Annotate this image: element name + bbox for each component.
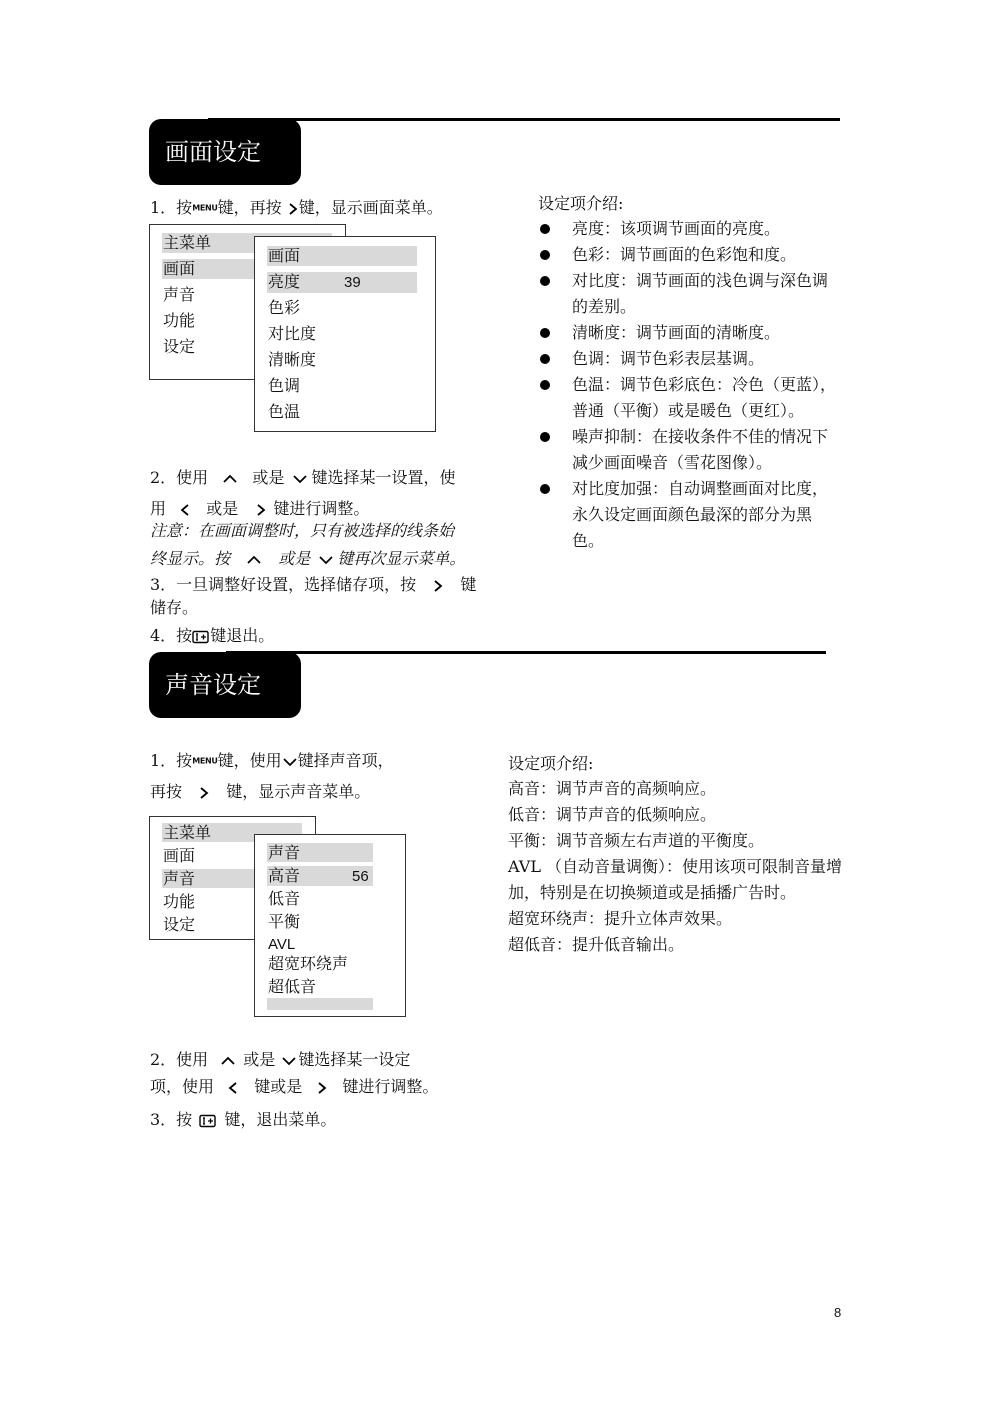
sub-menu-item: 对比度 bbox=[268, 324, 317, 343]
intro-item: 噪声抑制：在接收条件不佳的情况下 bbox=[572, 427, 829, 446]
chevron-right-icon bbox=[287, 202, 299, 216]
info-key-icon bbox=[199, 1114, 217, 1128]
section-title-text: 声音设定 bbox=[165, 671, 261, 699]
intro-item: 亮度：该项调节画面的亮度。 bbox=[572, 219, 781, 238]
menu-key-icon: MENU bbox=[192, 756, 218, 766]
picture-sub-menu-box bbox=[254, 236, 436, 432]
note-line-1: 注意：在画面调整时，只有被选择的线条始 bbox=[150, 521, 455, 540]
sub-menu-item: 声音 bbox=[268, 843, 301, 862]
intro-item: 色彩：调节画面的色彩饱和度。 bbox=[572, 245, 797, 264]
intro-item-cont: 减少画面噪音（雪花图像）。 bbox=[572, 453, 773, 472]
step-1: 1．按MENU键，再按 键，显示画面菜单。 bbox=[150, 198, 443, 217]
intro-item: 色调：调节色彩表层基调。 bbox=[572, 349, 765, 368]
intro-line: 平衡：调节音频左右声道的平衡度。 bbox=[508, 831, 765, 850]
bullet-icon bbox=[540, 354, 550, 364]
chevron-right-icon bbox=[427, 579, 449, 593]
sound-sub-menu-box bbox=[254, 834, 406, 1017]
info-key-icon bbox=[192, 630, 210, 644]
step-2-cont: 项，使用 键或是 键进行调整。 bbox=[150, 1077, 439, 1096]
chevron-left-icon bbox=[223, 1081, 245, 1095]
step-4: 4．按 键退出。 bbox=[150, 626, 275, 645]
intro-line: 低音：调节声音的低频响应。 bbox=[508, 805, 717, 824]
main-menu-item: 功能 bbox=[163, 311, 196, 330]
bullet-icon bbox=[540, 380, 550, 390]
sub-menu-item: AVL bbox=[268, 936, 296, 953]
intro-item: 对比度：调节画面的浅色调与深色调 bbox=[572, 271, 829, 290]
note-line-2: 终显示。按 或是 键再次显示菜单。 bbox=[150, 549, 466, 568]
section-rule bbox=[226, 651, 826, 654]
chevron-down-icon bbox=[289, 472, 311, 486]
chevron-up-icon bbox=[217, 1054, 239, 1068]
intro-line: 高音：调节声音的高频响应。 bbox=[508, 779, 717, 798]
main-menu-item: 主菜单 bbox=[163, 233, 212, 252]
bullet-icon bbox=[540, 250, 550, 260]
sub-menu-item: 色彩 bbox=[268, 298, 301, 317]
sub-menu-item: 高音 bbox=[268, 866, 301, 885]
intro-line: 加，特别是在切换频道或是插播广告时。 bbox=[508, 883, 797, 902]
step-3-cont: 储存。 bbox=[150, 598, 199, 617]
bullet-icon bbox=[540, 432, 550, 442]
menu-key-icon: MENU bbox=[192, 203, 218, 213]
intro-item-cont: 永久设定画面颜色最深的部分为黑 bbox=[572, 505, 813, 524]
page-number: 8 bbox=[834, 1305, 842, 1320]
step-1: 1．按MENU键，使用 键择声音项， bbox=[150, 751, 394, 770]
sub-menu-item: 亮度 bbox=[268, 272, 301, 291]
chevron-up-icon bbox=[241, 553, 267, 567]
sub-menu-item: 超低音 bbox=[268, 977, 317, 996]
chevron-down-icon bbox=[282, 755, 298, 769]
step-3: 3．按 键，退出菜单。 bbox=[150, 1110, 337, 1129]
sub-menu-item: 画面 bbox=[268, 246, 301, 265]
intro-item-cont: 的差别。 bbox=[572, 297, 637, 316]
intro-item-cont: 普通（平衡）或是暖色（更红）。 bbox=[572, 401, 805, 420]
chevron-right-icon bbox=[251, 503, 273, 517]
main-menu-item: 声音 bbox=[163, 869, 196, 888]
intro-title: 设定项介绍: bbox=[508, 754, 594, 773]
menu-highlight bbox=[267, 998, 373, 1010]
bullet-icon bbox=[540, 328, 550, 338]
sub-menu-item: 色温 bbox=[268, 402, 301, 421]
intro-line: 超宽环绕声：提升立体声效果。 bbox=[508, 909, 733, 928]
chevron-down-icon bbox=[280, 1054, 298, 1068]
chevron-right-icon bbox=[193, 786, 215, 800]
main-menu-item: 设定 bbox=[163, 915, 196, 934]
intro-item-cont: 色。 bbox=[572, 531, 605, 550]
treble-value: 56 bbox=[352, 868, 369, 885]
step-3: 3．一旦调整好设置，选择储存项，按 键 bbox=[150, 575, 477, 594]
step-1-cont: 再按 键，显示声音菜单。 bbox=[150, 782, 371, 801]
sub-menu-item: 清晰度 bbox=[268, 350, 317, 369]
main-menu-item: 画面 bbox=[163, 259, 196, 278]
sub-menu-item: 平衡 bbox=[268, 912, 301, 931]
step-2: 2．使用 或是 键选择某一设置，使 bbox=[150, 468, 456, 487]
main-menu-item: 主菜单 bbox=[163, 823, 212, 842]
intro-line: 超低音：提升低音输出。 bbox=[508, 935, 685, 954]
intro-title: 设定项介绍: bbox=[538, 194, 624, 213]
intro-item: 清晰度：调节画面的清晰度。 bbox=[572, 323, 781, 342]
intro-line: AVL （自动音量调衡）：使用该项可限制音量增 bbox=[508, 857, 843, 876]
chevron-right-icon bbox=[311, 1081, 333, 1095]
main-menu-item: 功能 bbox=[163, 892, 196, 911]
intro-item: 色温：调节色彩底色：冷色（更蓝）， bbox=[572, 375, 837, 394]
main-menu-item: 画面 bbox=[163, 846, 196, 865]
sub-menu-item: 超宽环绕声 bbox=[268, 954, 349, 973]
main-menu-item: 声音 bbox=[163, 285, 196, 304]
step-2-cont: 用 或是 键进行调整。 bbox=[150, 499, 370, 518]
chevron-up-icon bbox=[219, 472, 241, 486]
section-title-sound bbox=[149, 652, 301, 718]
sub-menu-item: 低音 bbox=[268, 889, 301, 908]
step-2: 2．使用 或是 键选择某一设定 bbox=[150, 1050, 411, 1069]
chevron-down-icon bbox=[315, 553, 337, 567]
intro-item: 对比度加强：自动调整画面对比度， bbox=[572, 479, 829, 498]
section-title-picture bbox=[149, 119, 301, 185]
chevron-left-icon bbox=[177, 503, 195, 517]
bullet-icon bbox=[540, 276, 550, 286]
section-title-text: 画面设定 bbox=[165, 138, 261, 166]
section-rule bbox=[208, 118, 840, 121]
bullet-icon bbox=[540, 224, 550, 234]
main-menu-item: 设定 bbox=[163, 337, 196, 356]
sub-menu-item: 色调 bbox=[268, 376, 301, 395]
bullet-icon bbox=[540, 484, 550, 494]
brightness-value: 39 bbox=[344, 274, 361, 291]
